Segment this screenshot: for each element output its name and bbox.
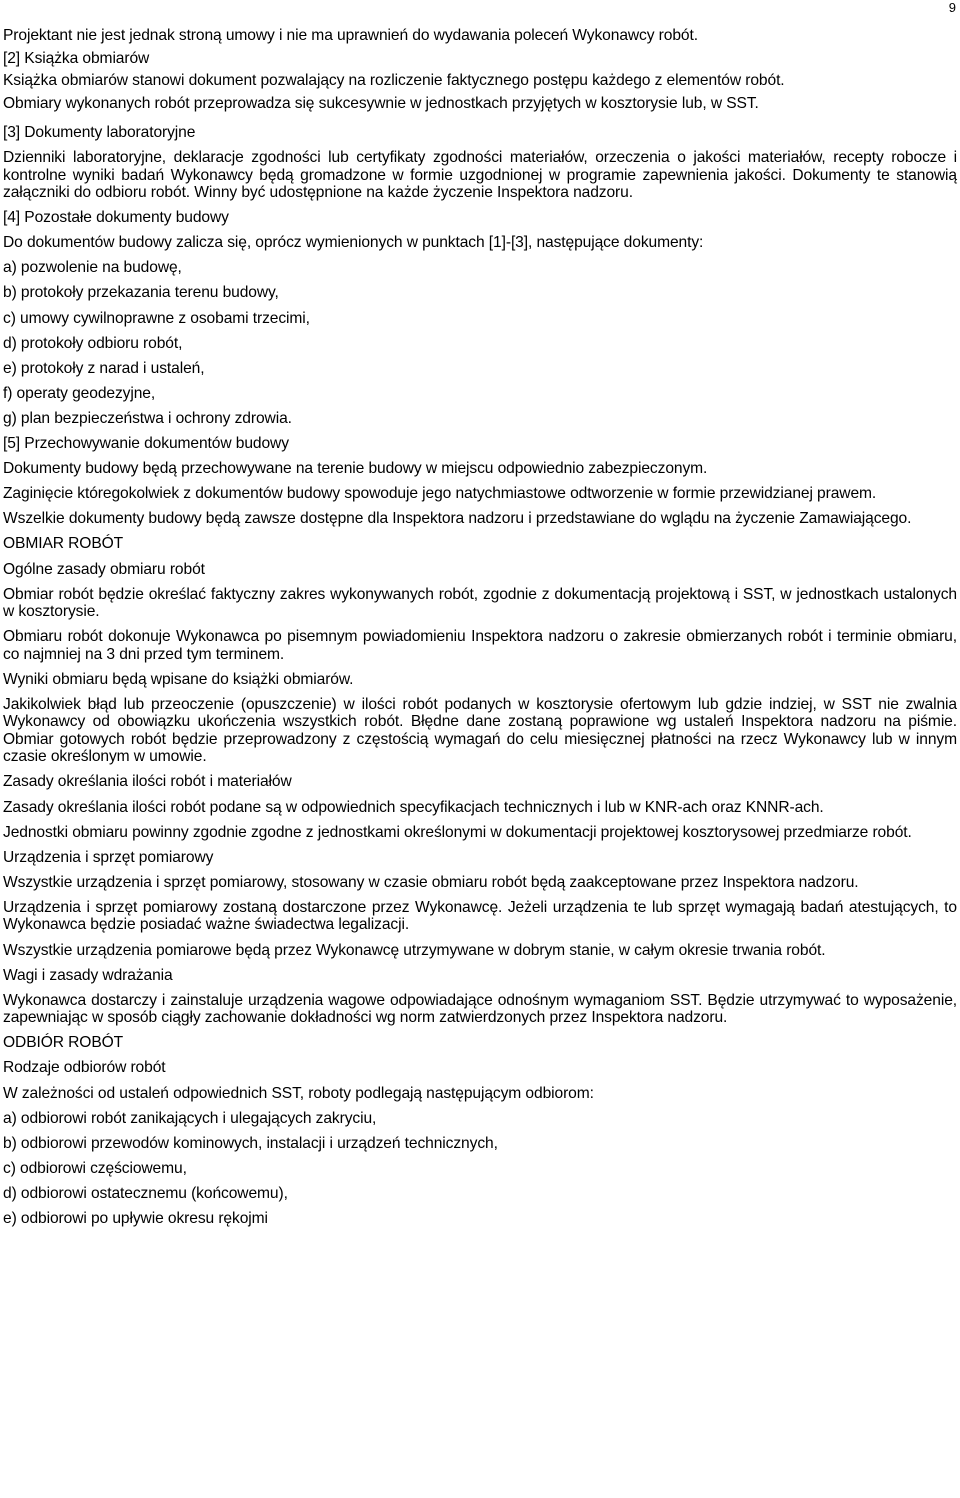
list-item: a) odbiorowi robót zanikających i ulegających zakryciu, [3, 1109, 377, 1127]
paragraph: Wyniki obmiaru będą wpisane do książki obmiarów. [3, 670, 354, 688]
section-heading: [4] Pozostałe dokumenty budowy [3, 209, 229, 227]
list-item: e) protokoły z narad i ustaleń, [3, 359, 205, 377]
section-heading: Zasady określania ilości robót i materiałów [3, 773, 292, 791]
section-heading: Wagi i zasady wdrażania [3, 966, 173, 984]
list-item: d) odbiorowi ostatecznemu (końcowemu), [3, 1184, 288, 1202]
section-heading: [3] Dokumenty laboratoryjne [3, 124, 196, 141]
paragraph: Jakikolwiek błąd lub przeoczenie (opuszczenie) w ilości robót podanych w kosztorysie ofertowym lub gdzie indziej, w SST nie zwalnia Wykonawcy od obowiązku ukończenia wszystkich robót. Błędne dane zostaną poprawione wg ustaleń Inspektora nadzoru na piśmie. Obmiar gotowych robót będzie przeprowadzony z częstością wymagań do celu miesięcznej płatności na rzecz Wykonawcy lub w innym czasie określonym w umowie. [3, 695, 957, 766]
paragraph: Książka obmiarów stanowi dokument pozwalający na rozliczenie faktycznego postępu każdego z elementów robót. [3, 72, 785, 89]
section-heading: [2] Książka obmiarów [3, 49, 150, 67]
paragraph: Obmiaru robót dokonuje Wykonawca po pisemnym powiadomieniu Inspektora nadzoru o zakresie obmierzanych robót i terminie obmiaru, co najmniej na 3 dni przed tym terminem. [3, 628, 957, 663]
list-item: g) plan bezpieczeństwa i ochrony zdrowia. [3, 409, 292, 427]
list-item: b) odbiorowi przewodów kominowych, instalacji i urządzeń technicznych, [3, 1134, 498, 1152]
paragraph: Obmiary wykonanych robót przeprowadza się sukcesywnie w jednostkach przyjętych w kosztorysie lub, w SST. [3, 94, 759, 112]
paragraph: W zależności od ustaleń odpowiednich SST, roboty podlegają następującym odbiorom: [3, 1084, 594, 1102]
paragraph: Dokumenty budowy będą przechowywane na terenie budowy w miejscu odpowiednio zabezpieczonym. [3, 460, 708, 478]
page-number: 9 [948, 0, 956, 15]
list-item: e) odbiorowi po upływie okresu rękojmi [3, 1209, 268, 1227]
list-item: c) odbiorowi częściowemu, [3, 1159, 187, 1177]
paragraph: Urządzenia i sprzęt pomiarowy zostaną dostarczone przez Wykonawcę. Jeżeli urządzenia te lub sprzęt wymagają badań atestujących, to Wykonawca będzie posiadać ważne świadectwa legalizacji. [3, 898, 957, 934]
section-heading: Ogólne zasady obmiaru robót [3, 560, 205, 578]
list-item: a) pozwolenie na budowę, [3, 259, 182, 277]
paragraph: Wykonawca dostarczy i zainstaluje urządzenia wagowe odpowiadające odnośnym wymaganiom SST. Będzie utrzymywać to wyposażenie, zapewniając w sposób ciągły zachowanie dokładności wg norm zatwierdzonych przez Inspektora nadzoru. [3, 991, 957, 1027]
paragraph: Do dokumentów budowy zalicza się, oprócz wymienionych w punktach [1]-[3], następujące dokumenty: [3, 234, 704, 252]
paragraph: Projektant nie jest jednak stroną umowy i nie ma uprawnień do wydawania poleceń Wykonawcy robót. [3, 27, 698, 44]
paragraph: Dzienniki laboratoryjne, deklaracje zgodności lub certyfikaty zgodności materiałów, orzeczenia o jakości materiałów, recepty robocze i kontrolne wyniki badań Wykonawcy będą gromadzone w formie uzgodnionej w programie zapewnienia jakości. Dokumenty te stanowią załączniki do odbioru robót. Winny być udostępnione na każde życzenie Inspektora nadzoru. [3, 149, 957, 202]
paragraph: Wszystkie urządzenia pomiarowe będą przez Wykonawcę utrzymywane w dobrym stanie, w całym okresie trwania robót. [3, 941, 826, 959]
section-heading: [5] Przechowywanie dokumentów budowy [3, 435, 289, 453]
paragraph: Jednostki obmiaru powinny zgodnie zgodne z jednostkami określonymi w dokumentacji projektowej kosztorysowej przedmiarze robót. [3, 823, 912, 841]
section-heading: Urządzenia i sprzęt pomiarowy [3, 848, 214, 866]
chapter-heading: ODBIÓR ROBÓT [3, 1034, 124, 1052]
list-item: f) operaty geodezyjne, [3, 384, 156, 402]
paragraph: Wszelkie dokumenty budowy będą zawsze dostępne dla Inspektora nadzoru i przedstawiane do wglądu na życzenie Zamawiającego. [3, 510, 912, 528]
section-heading: Rodzaje odbiorów robót [3, 1059, 166, 1077]
chapter-heading: OBMIAR ROBÓT [3, 535, 124, 553]
list-item: c) umowy cywilnoprawne z osobami trzecimi, [3, 309, 310, 327]
paragraph: Zaginięcie któregokolwiek z dokumentów budowy spowoduje jego natychmiastowe odtworzenie w formie przewidzianej prawem. [3, 485, 877, 503]
document-body [3, 27, 957, 1235]
paragraph: Zasady określania ilości robót podane są w odpowiednich specyfikacjach technicznych i lub w KNR-ach oraz KNNR-ach. [3, 798, 824, 816]
list-item: b) protokoły przekazania terenu budowy, [3, 284, 279, 302]
paragraph: Obmiar robót będzie określać faktyczny zakres wykonywanych robót, zgodnie z dokumentacją projektową i SST, w jednostkach ustalonych w kosztorysie. [3, 585, 957, 621]
list-item: d) protokoły odbioru robót, [3, 334, 183, 352]
paragraph: Wszystkie urządzenia i sprzęt pomiarowy, stosowany w czasie obmiaru robót będą zaakceptowane przez Inspektora nadzoru. [3, 873, 859, 891]
